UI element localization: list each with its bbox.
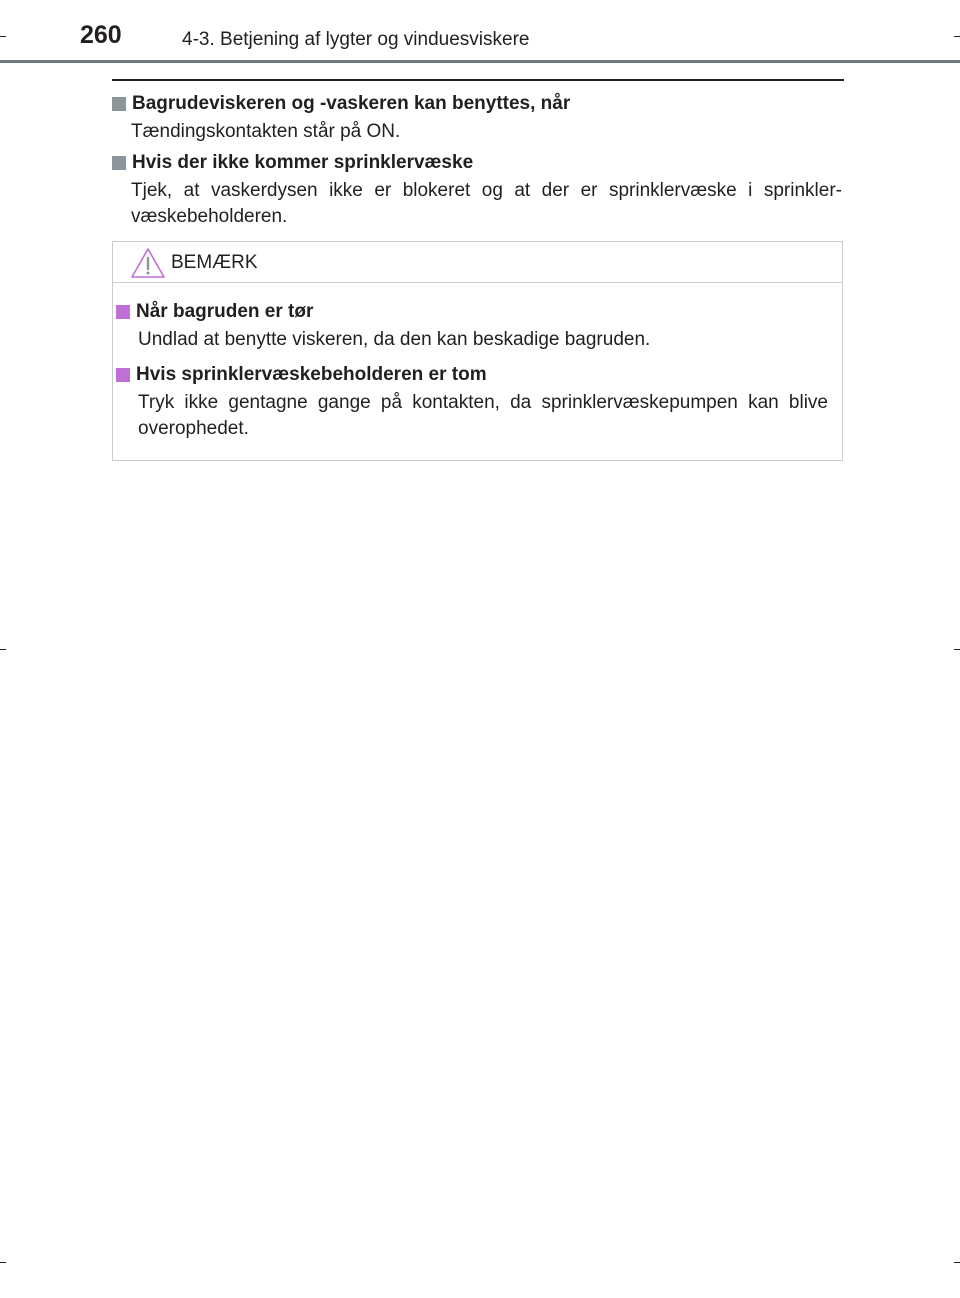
square-bullet-icon [116, 305, 130, 319]
crop-mark [954, 649, 960, 650]
notice-item [113, 300, 828, 353]
square-bullet-icon [116, 368, 130, 382]
notice-box [112, 241, 843, 461]
crop-mark [954, 1262, 960, 1263]
section-heading [112, 92, 842, 116]
crop-mark [0, 36, 6, 37]
notice-item-body: Tryk ikke gentagne gange på kontakten, da sprinklervæskepumpen kan blive overophedet. [138, 392, 828, 439]
page-number: 260 [80, 21, 122, 49]
notice-item-body: Undlad at benytte viskeren, da den kan beskadige bagruden. [138, 329, 651, 350]
square-bullet-icon [112, 97, 126, 111]
section-heading-text: Hvis der ikke kommer sprinklervæske [132, 152, 474, 173]
section-body: Tændingskontakten står på ON. [131, 121, 401, 142]
section-no-fluid [112, 151, 842, 230]
notice-header [113, 242, 842, 283]
crop-mark [0, 1262, 6, 1263]
crop-mark [954, 36, 960, 37]
crop-mark [0, 649, 6, 650]
warning-triangle-icon [130, 247, 166, 279]
chapter-title: 4-3. Betjening af lygter og vinduesviskere [182, 29, 530, 50]
notice-item-heading [113, 363, 828, 387]
notice-item-heading-text: Når bagruden er tør [136, 301, 314, 322]
notice-item-heading [113, 300, 828, 324]
notice-item-heading-text: Hvis sprinklervæskebeholderen er tom [136, 364, 487, 385]
square-bullet-icon [112, 156, 126, 170]
section-heading [112, 151, 842, 175]
notice-label: BEMÆRK [171, 252, 258, 273]
header-rule [0, 60, 960, 63]
notice-item [113, 363, 828, 442]
section-body: Tjek, at vaskerdysen ikke er blokeret og at der er sprinklervæske i sprinkler-væskebeholderen. [131, 180, 842, 227]
content-rule [112, 79, 844, 81]
section-heading-text: Bagrudeviskeren og -vaskeren kan benyttes, når [132, 93, 571, 114]
section-ignition [112, 92, 842, 145]
